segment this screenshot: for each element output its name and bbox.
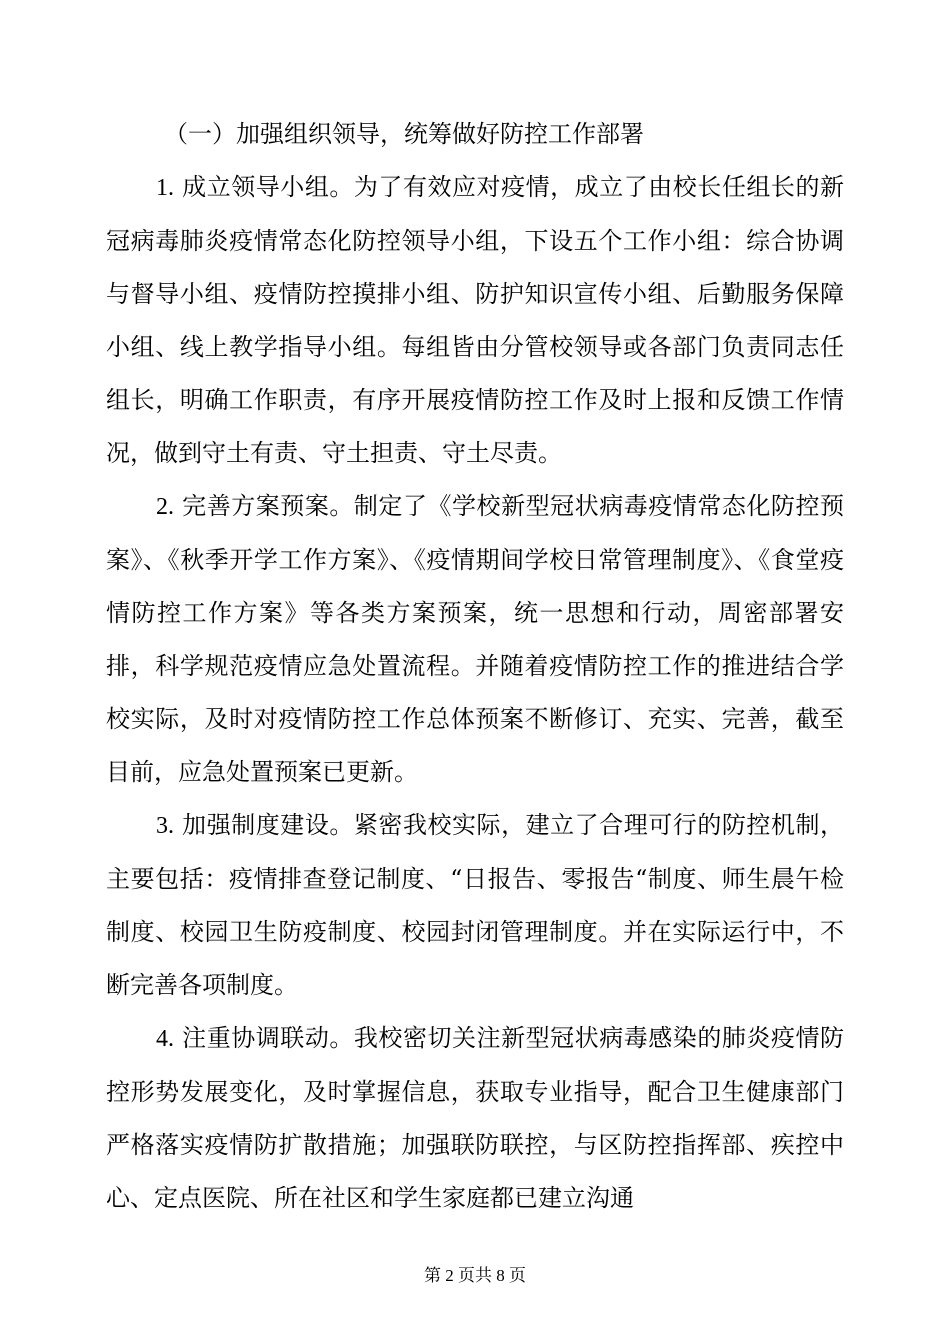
document-body xyxy=(106,108,844,1225)
paragraph-4 xyxy=(106,1012,844,1225)
paragraph-number: 3. xyxy=(156,813,174,839)
section-heading: （一）加强组织领导，统筹做好防控工作部署 xyxy=(164,120,644,148)
paragraph-1 xyxy=(106,161,844,480)
paragraph-number: 2. xyxy=(156,494,174,520)
paragraph-text: 加强制度建设。紧密我校实际，建立了合理可行的防控机制，主要包括：疫情排查登记制度、“日报告、零报告“制度、师生晨午检制度、校园卫生防疫制度、校园封闭管理制度。并在实际运行中，不断完善各项制度。 xyxy=(106,811,844,999)
paragraph-2 xyxy=(106,480,844,799)
page-number-footer: 第 2 页共 8 页 xyxy=(424,1266,526,1285)
paragraph-3 xyxy=(106,799,844,1012)
paragraph-text: 成立领导小组。为了有效应对疫情，成立了由校长任组长的新冠病毒肺炎疫情常态化防控领导小组，下设五个工作小组：综合协调与督导小组、疫情防控摸排小组、防护知识宣传小组、后勤服务保障小组、线上教学指导小组。每组皆由分管校领导或各部门负责同志任组长，明确工作职责，有序开展疫情防控工作及时上报和反馈工作情况，做到守土有责、守土担责、守土尽责。 xyxy=(106,173,844,467)
paragraph-text: 完善方案预案。制定了《学校新型冠状病毒疫情常态化防控预案》、《秋季开学工作方案》、《疫情期间学校日常管理制度》、《食堂疫情防控工作方案》等各类方案预案，统一思想和行动，周密部署安排，科学规范疫情应急处置流程。并随着疫情防控工作的推进结合学校实际，及时对疫情防控工作总体预案不断修订、充实、完善，截至目前，应急处置预案已更新。 xyxy=(106,492,844,786)
paragraph-text: 注重协调联动。我校密切关注新型冠状病毒感染的肺炎疫情防控形势发展变化，及时掌握信息，获取专业指导，配合卫生健康部门严格落实疫情防扩散措施；加强联防联控，与区防控指挥部、疾控中心、定点医院、所在社区和学生家庭都已建立沟通 xyxy=(106,1024,844,1212)
paragraph-number: 1. xyxy=(156,175,174,201)
paragraph-number: 4. xyxy=(156,1026,174,1052)
